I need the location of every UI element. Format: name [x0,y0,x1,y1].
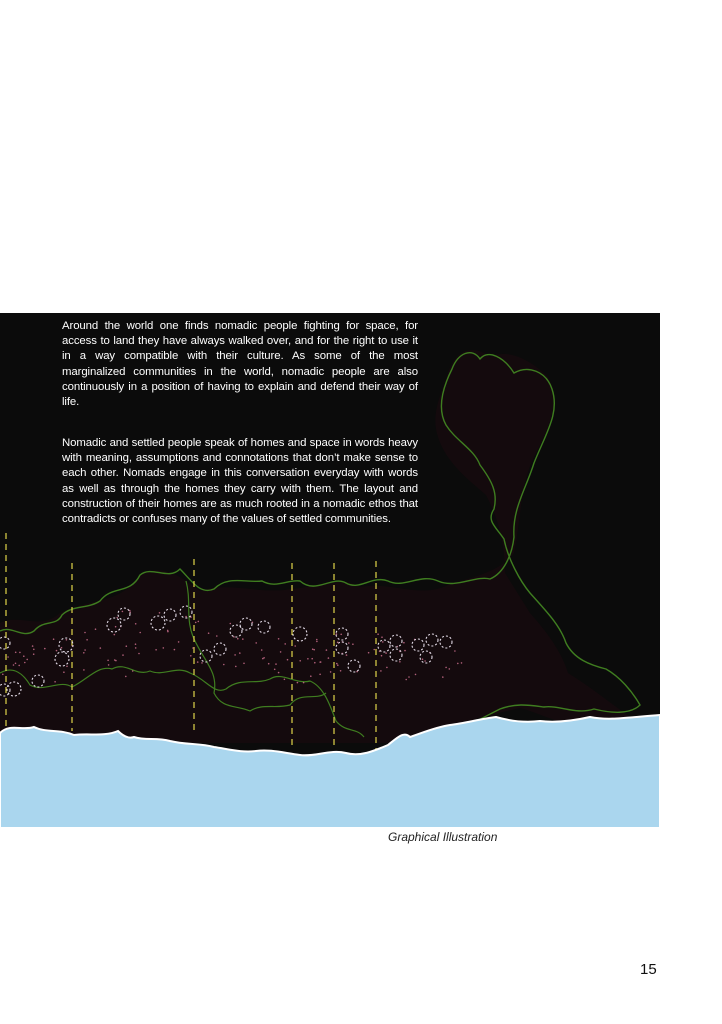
scatter-dot [155,649,157,651]
scatter-dot [132,670,134,672]
scatter-dot [399,661,401,663]
scatter-dot [242,638,244,640]
scatter-dot [314,662,316,664]
scatter-dot [368,652,370,654]
scatter-dot [66,639,68,641]
scatter-dot [294,645,296,647]
scatter-dot [138,653,140,655]
scatter-dot [33,649,35,651]
scatter-dot [66,666,68,668]
scatter-dot [380,670,382,672]
scatter-dot [192,647,194,649]
scatter-dot [135,647,137,649]
scatter-dot [61,647,63,649]
scatter-dot [230,623,232,625]
scatter-dot [381,636,383,638]
scatter-dot [18,665,20,667]
scatter-dot [2,674,4,676]
scatter-dot [15,652,17,654]
figure-caption: Graphical Illustration [388,830,498,844]
scatter-dot [415,674,417,676]
scatter-dot [337,642,339,644]
scatter-dot [386,667,388,669]
scatter-dot [310,675,312,677]
scatter-dot [336,663,338,665]
scatter-dot [278,638,280,640]
scatter-dot [457,663,459,665]
scatter-dot [252,622,254,624]
article-paragraph-1: Around the world one finds nomadic people fighting for space, for access to land they have always walked over, and for the right to use it in a way compatible with their culture. As some of the most marginalized communities in the world, nomadic people are also continuously in a position of having to explain and defend their way of life. [62,320,418,409]
scatter-dot [23,655,25,657]
scatter-dot [237,638,239,640]
scatter-dot [337,664,339,666]
article-paragraph-2: Nomadic and settled people speak of homes and space in words heavy with meaning, assumptions and connotations that don’t make sense to each other. Nomads engage in this conversation everyday with words as well as through the homes they carry with them. The layout and construction of their homes are as much rooted in a nomadic ethos that contradicts or confuses many of the values of settled communities. [62,437,418,526]
scatter-dot [32,645,34,647]
scatter-dot [201,662,203,664]
scatter-dot [320,661,322,663]
scatter-dot [424,660,426,662]
scatter-dot [403,642,405,644]
scatter-dot [299,660,301,662]
scatter-dot [274,669,276,671]
scatter-dot [287,659,289,661]
scatter-dot [198,621,200,623]
scatter-dot [234,654,236,656]
scatter-dot [56,650,58,652]
scatter-dot [54,681,56,683]
scatter-dot [382,641,384,643]
scatter-dot [326,649,328,651]
scatter-dot [33,653,35,655]
scatter-dot [115,626,117,628]
scatter-dot [83,669,85,671]
scatter-dot [159,612,161,614]
scatter-dot [223,664,225,666]
page-number: 15 [640,961,657,978]
scatter-dot [319,674,321,676]
scatter-dot [243,663,245,665]
scatter-dot [442,676,444,678]
scatter-dot [340,634,342,636]
scatter-dot [135,643,137,645]
scatter-dot [312,648,314,650]
scatter-dot [408,676,410,678]
scatter-dot [216,635,218,637]
scatter-dot [313,649,315,651]
scatter-dot [278,672,280,674]
scatter-dot [24,662,26,664]
scatter-dot [195,622,197,624]
scatter-dot [125,676,127,678]
scatter-dot [116,617,118,619]
scatter-dot [53,638,55,640]
scatter-dot [167,631,169,633]
scatter-dot [385,652,387,654]
scatter-dot [445,667,447,669]
scatter-dot [235,666,237,668]
scatter-dot [135,623,137,625]
scatter-dot [26,659,28,661]
scatter-dot [348,642,350,644]
scatter-dot [126,645,128,647]
scatter-dot [100,647,102,649]
scatter-dot [190,655,192,657]
scatter-dot [449,668,451,670]
scatter-dot [328,657,330,659]
scatter-dot [84,649,86,651]
scatter-dot [422,658,424,660]
scatter-dot [208,632,210,634]
scatter-dot [346,654,348,656]
scatter-dot [377,633,379,635]
scatter-dot [139,632,141,634]
scatter-dot [178,641,180,643]
scatter-dot [404,650,406,652]
scatter-dot [373,649,375,651]
scatter-dot [275,663,277,665]
scatter-dot [197,661,199,663]
scatter-dot [311,658,313,660]
scatter-dot [262,658,264,660]
scatter-dot [122,611,124,613]
scatter-dot [114,659,116,661]
scatter-dot [63,671,65,673]
scatter-dot [284,643,286,645]
scatter-dot [284,679,286,681]
scatter-dot [83,652,85,654]
scatter-dot [107,660,109,662]
scatter-dot [307,658,309,660]
scatter-dot [239,652,241,654]
scatter-dot [108,664,110,666]
scatter-dot [122,654,124,656]
scatter-dot [255,642,257,644]
scatter-dot [174,649,176,651]
scatter-dot [316,639,318,641]
scatter-dot [44,648,46,650]
scatter-dot [316,641,318,643]
scatter-dot [352,643,354,645]
graphical-illustration-panel [0,313,660,828]
scatter-dot [405,679,407,681]
scatter-dot [129,611,131,613]
scatter-dot [84,632,86,634]
scatter-dot [461,662,463,664]
scatter-dot [297,682,299,684]
scatter-dot [268,663,270,665]
scatter-dot [15,663,17,665]
scatter-dot [233,636,235,638]
scatter-dot [280,651,282,653]
scatter-dot [19,652,21,654]
scatter-dot [303,682,305,684]
scatter-dot [185,616,187,618]
scatter-dot [86,639,88,641]
scatter-dot [340,670,342,672]
scatter-dot [7,656,9,658]
scatter-dot [95,628,97,630]
scatter-dot [454,650,456,652]
scatter-dot [381,655,383,657]
scatter-dot [13,664,15,666]
scatter-dot [163,647,165,649]
scatter-dot [261,649,263,651]
scatter-dot [114,634,116,636]
scatter-dot [330,671,332,673]
